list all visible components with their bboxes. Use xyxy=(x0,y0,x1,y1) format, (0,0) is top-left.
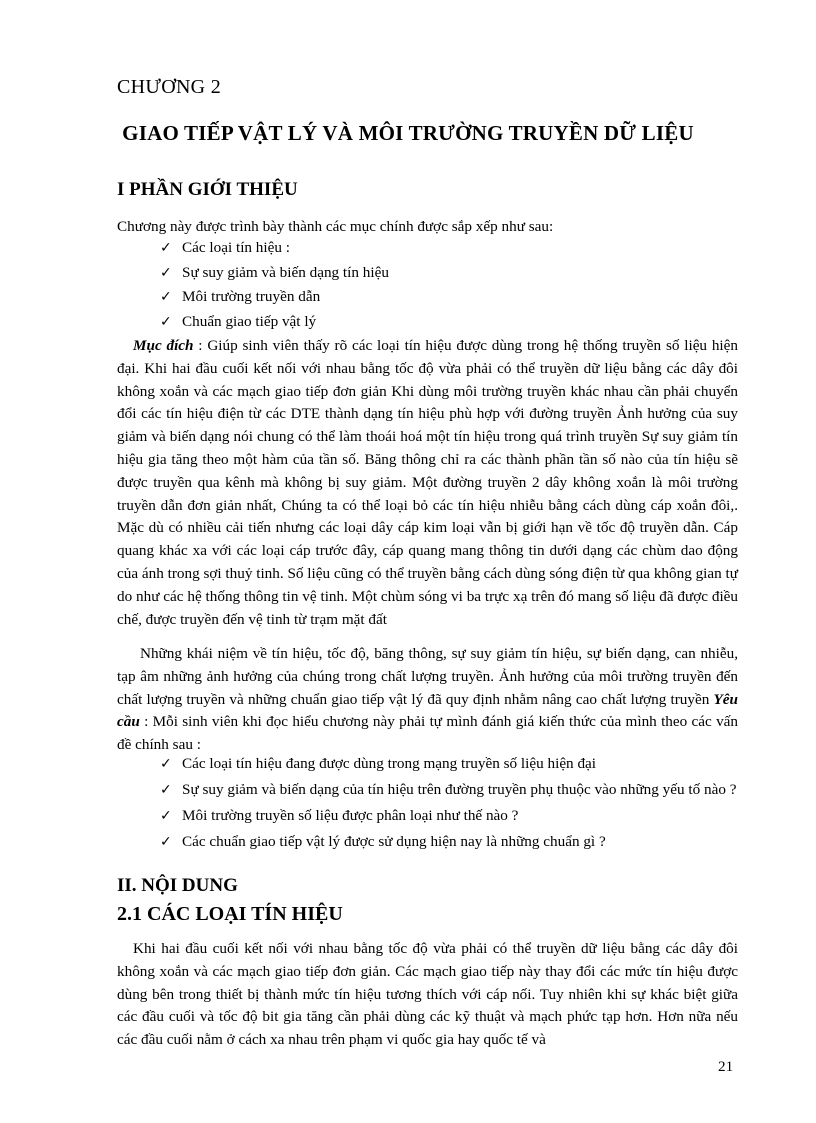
list-item xyxy=(160,285,389,310)
question-checklist xyxy=(160,752,745,856)
intro-heading: I PHẦN GIỚI THIỆU xyxy=(117,179,298,200)
checkmark-icon: ✓ xyxy=(160,834,172,850)
list-item-text: Chuẩn giao tiếp vật lý xyxy=(182,312,317,330)
list-item xyxy=(160,804,745,828)
checkmark-icon: ✓ xyxy=(160,756,172,772)
concepts-paragraph xyxy=(117,643,738,757)
list-item xyxy=(160,830,745,854)
intro-lead: Chương này được trình bày thành các mục chính được sắp xếp như sau: xyxy=(117,218,554,235)
section-paragraph xyxy=(117,938,738,1052)
chapter-label: CHƯƠNG 2 xyxy=(117,76,222,98)
list-item-text: Môi trường truyền số liệu được phân loại như thế nào ? xyxy=(182,807,519,824)
chapter-title: GIAO TIẾP VẬT LÝ VÀ MÔI TRƯỜNG TRUYỀN DỮ LIỆU xyxy=(122,121,694,145)
list-item xyxy=(160,261,389,286)
topic-checklist xyxy=(160,236,389,334)
checkmark-icon: ✓ xyxy=(160,289,172,305)
concepts-text: Những khái niệm về tín hiệu, tốc độ, băng thông, sự suy giảm tín hiệu, sự biến dạng, can nhiễu, tạp âm những ảnh hưởng của chúng trong chất lượng truyền. Ảnh hưởng của môi trường truyền đến chất lượng truyền và những chuẩn giao tiếp vật lý đã quy định nhằm nâng cao chất lượng truyền xyxy=(117,645,738,708)
list-item-text: Các loại tín hiệu đang được dùng trong mạng truyền số liệu hiện đại xyxy=(182,755,597,772)
section-heading: 2.1 CÁC LOẠI TÍN HIỆU xyxy=(117,903,343,925)
checkmark-icon: ✓ xyxy=(160,264,172,281)
list-item-text: Các chuẩn giao tiếp vật lý được sử dụng hiện nay là những chuẩn gì ? xyxy=(182,833,606,850)
requirement-label: Yêu cầu xyxy=(117,690,738,731)
checkmark-icon: ✓ xyxy=(160,313,172,330)
list-item xyxy=(160,752,745,776)
purpose-label: Mục đích xyxy=(133,337,194,354)
list-item-text: Các loại tín hiệu : xyxy=(182,239,290,256)
page-number: 21 xyxy=(718,1058,734,1075)
list-item xyxy=(160,310,389,335)
purpose-paragraph xyxy=(117,335,738,631)
purpose-text: : Giúp sinh viên thấy rõ các loại tín hiệu được dùng trong hệ thống truyền số liệu hiện đại. Khi hai đầu cuối kết nối với nhau bằng tốc độ vừa phải có thể truyền dữ liệu bằng các dây đôi không xoắn và các mạch giao tiếp đơn giản Khi dùng môi trường truyền khác nhau cần phải chuyển đổi các tín hiệu điện từ các DTE thành dạng tín hiệu phù hợp với đường truyền Ảnh hưởng của suy giảm và biến dạng nói chung có thể làm thoái hoá một tín hiệu trong quá trình truyền Sự suy giảm tín hiệu gia tăng theo một hàm của tần số. Băng thông chỉ ra các thành phần tần số nào của tín hiệu sẽ được truyền qua kênh mà không bị suy giảm. Một đường truyền 2 dây không xoắn là môi trường truyền dẫn đơn giản nhất, Chúng ta có thể loại bỏ các tín hiệu nhiễu bằng cách dùng cáp xoắn đôi,. Mặc dù có nhiều cải tiến nhưng các loại dây cáp kim loại vẫn bị giới hạn về tốc độ truyền dẫn. Cáp quang khác xa với các loại cáp trước đây, cáp quang mang thông tin dưới dạng các chùm dao động của ánh trong sợi thuỷ tinh. Số liệu cũng có thể truyền bằng cách dùng sóng điện từ qua không gian tự do như các hệ thống thông tin vệ tinh. Một chùm sóng vi ba trực xạ trên đó mang số liệu đã được điều chế, được truyền đến vệ tinh từ trạm mặt đất xyxy=(117,337,738,628)
requirement-text: : Mỗi sinh viên khi đọc hiểu chương này phải tự mình đánh giá kiến thức của mình theo các vấn đề chính sau : xyxy=(117,713,738,754)
checkmark-icon: ✓ xyxy=(160,782,172,798)
list-item-text: Sự suy giảm và biến dạng của tín hiệu trên đường truyền phụ thuộc vào những yếu tố nào ? xyxy=(182,781,737,798)
list-item xyxy=(160,778,745,802)
checkmark-icon: ✓ xyxy=(160,240,172,256)
checkmark-icon: ✓ xyxy=(160,808,172,824)
section-text: Khi hai đầu cuối kết nối với nhau bằng tốc độ vừa phải có thể truyền dữ liệu bằng các dây đôi không xoắn và các mạch giao tiếp đơn giản. Các mạch giao tiếp này thay đổi các mức tín hiệu được dùng bên trong thiết bị thành mức tín hiệu tương thích với cáp nối. Tuy nhiên khi sự khác biệt giữa các đầu cuối và tốc độ bit gia tăng cần phải dùng các kỹ thuật và mạch phức tạp hơn. Hơn nữa nếu các đầu cuối nằm ở cách xa nhau trên phạm vi quốc gia hay quốc tế và xyxy=(117,940,738,1049)
list-item xyxy=(160,236,389,261)
content-heading: II. NỘI DUNG xyxy=(117,875,238,896)
list-item-text: Môi trường truyền dẫn xyxy=(182,288,321,305)
list-item-text: Sự suy giảm và biến dạng tín hiệu xyxy=(182,263,389,281)
